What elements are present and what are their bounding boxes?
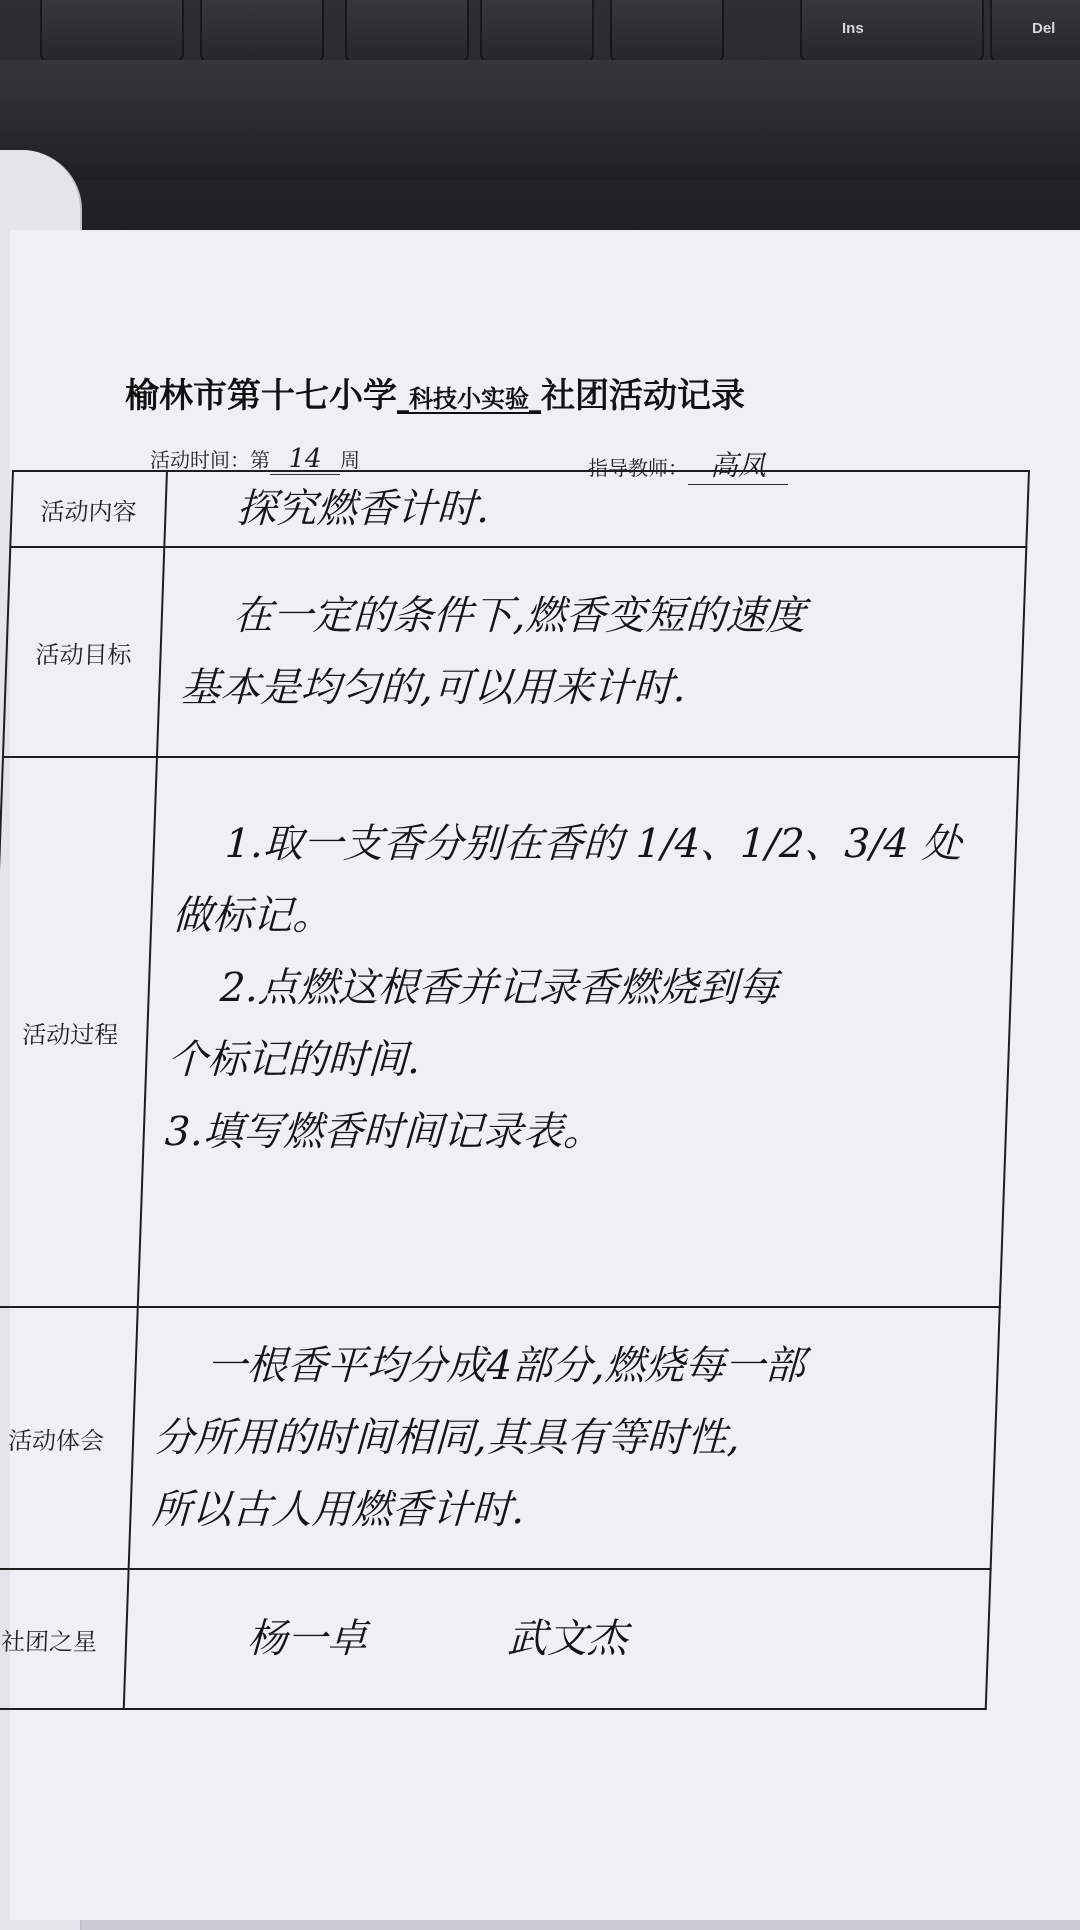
row-label: 社团之星 <box>0 1569 129 1709</box>
week-label-prefix: 活动时间：第 <box>150 448 270 472</box>
handwritten-line: 做标记。 <box>171 893 334 939</box>
handwritten-line: 基本是均匀的,可以用来计时. <box>179 665 687 711</box>
handwritten-line: 探究燃香计时. <box>235 486 491 532</box>
club-star-name: 杨一卓 <box>246 1616 368 1662</box>
handwritten-line: 所以古人用燃香计时. <box>150 1487 526 1533</box>
keyboard-key <box>40 0 184 64</box>
club-stars <box>246 1603 769 1675</box>
table-row-process <box>0 757 1019 1307</box>
week-label-suffix: 周 <box>340 448 360 472</box>
table-row-content <box>10 471 1029 547</box>
keyboard-key-ins <box>800 0 984 64</box>
table-row-stars <box>0 1569 991 1709</box>
title-club: 科技小实验 <box>409 385 529 413</box>
keyboard-key-del <box>990 0 1080 64</box>
handwritten-line: 一根香平均分成4部分,燃烧每一部 <box>205 1343 806 1389</box>
title-suffix: 社团活动记录 <box>541 376 745 416</box>
row-label: 活动内容 <box>10 471 167 547</box>
handwritten-line: 2.点燃这根香并记录香燃烧到每 <box>219 965 779 1011</box>
club-star-name: 武文杰 <box>506 1616 628 1662</box>
row-label: 活动过程 <box>0 757 157 1307</box>
teacher-label: 指导教师： <box>588 456 688 480</box>
teacher-value: 高凤 <box>688 444 788 485</box>
table-row-reflection <box>0 1307 1000 1569</box>
row-label: 活动目标 <box>3 547 164 757</box>
key-label-del: Del <box>1032 20 1056 37</box>
handwritten-line: 3.填写燃香时间记录表。 <box>164 1109 604 1155</box>
row-value <box>138 757 1019 1307</box>
keyboard-tray <box>0 60 1080 180</box>
activity-record-table <box>0 470 1030 1710</box>
table-row-goal <box>3 547 1026 757</box>
row-value <box>129 1307 1000 1569</box>
title-school: 榆林市第十七小学 <box>125 376 397 416</box>
document-title: 榆林市第十七小学_科技小实验_社团活动记录 <box>125 376 745 416</box>
row-label: 活动体会 <box>0 1307 138 1569</box>
row-value <box>157 547 1026 757</box>
week-value: 14 <box>270 444 340 475</box>
key-label-ins: Ins <box>842 20 864 37</box>
keyboard-key <box>345 0 469 64</box>
row-value <box>124 1569 991 1709</box>
handwritten-line: 1.取一支香分别在香的 1/4、1/2、3/4 处 <box>224 821 963 867</box>
handwritten-line: 在一定的条件下,燃香变短的速度 <box>232 593 807 639</box>
keyboard-key <box>610 0 724 64</box>
handwritten-line: 个标记的时间. <box>166 1037 421 1083</box>
keyboard-key <box>200 0 324 64</box>
keyboard-key <box>480 0 594 64</box>
handwritten-line: 分所用的时间相同,其具有等时性, <box>153 1415 741 1461</box>
row-value <box>164 471 1029 547</box>
